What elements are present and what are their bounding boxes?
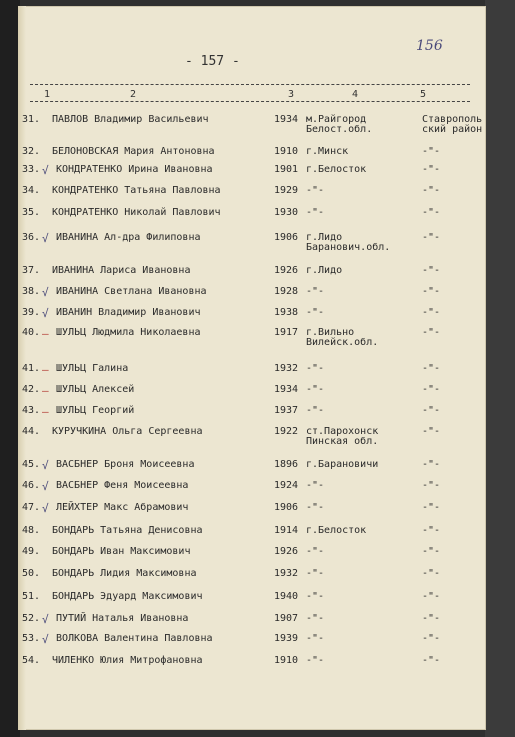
table-row xyxy=(22,459,472,475)
check-mark: √ xyxy=(42,307,49,320)
residence: -"- xyxy=(422,405,441,416)
birth-year: 1932 xyxy=(274,363,299,374)
birth-year: 1926 xyxy=(274,546,299,557)
person-name: ИВАНИНА Светлана Ивановна xyxy=(56,286,207,297)
birth-place: -"- xyxy=(306,307,325,318)
row-number: 50. xyxy=(22,568,41,579)
table-row xyxy=(22,384,472,400)
birth-place: -"- xyxy=(306,655,325,666)
row-number: 51. xyxy=(22,591,41,602)
birth-place: г.Белосток xyxy=(306,164,367,175)
residence: -"- xyxy=(422,384,441,395)
residence: -"- xyxy=(422,633,441,644)
residence: -"- xyxy=(422,363,441,374)
person-name: ИВАНИН Владимир Иванович xyxy=(56,307,201,318)
table-row xyxy=(22,207,472,223)
birth-place: ст.Парохонск xyxy=(306,426,379,437)
table-row xyxy=(22,286,472,302)
birth-year: 1932 xyxy=(274,568,299,579)
check-mark: √ xyxy=(42,502,49,515)
birth-year: 1939 xyxy=(274,633,299,644)
check-mark: — xyxy=(42,363,49,376)
table-row xyxy=(22,525,472,541)
birth-place: г.Вильно xyxy=(306,327,355,338)
birth-place: -"- xyxy=(306,480,325,491)
person-name: ВОЛКОВА Валентина Павловна xyxy=(56,633,213,644)
birth-year: 1937 xyxy=(274,405,299,416)
birth-year: 1930 xyxy=(274,207,299,218)
person-name: ЛЕЙХТЕР Макс Абрамович xyxy=(56,502,189,513)
header-rule-bottom xyxy=(30,101,470,102)
birth-year: 1938 xyxy=(274,307,299,318)
check-mark: √ xyxy=(42,164,49,177)
table-row xyxy=(22,327,472,348)
row-number: 43. xyxy=(22,405,41,416)
check-mark: √ xyxy=(42,232,49,245)
table-row xyxy=(22,265,472,281)
birth-year: 1926 xyxy=(274,265,299,276)
table-row xyxy=(22,591,472,607)
viewer-left-strip xyxy=(0,0,20,737)
row-number: 52. xyxy=(22,613,41,624)
birth-year: 1896 xyxy=(274,459,299,470)
table-row xyxy=(22,405,472,421)
residence: -"- xyxy=(422,502,441,513)
archive-page-number: 156 xyxy=(416,38,443,54)
table-row xyxy=(22,146,472,162)
check-mark: √ xyxy=(42,459,49,472)
residence: -"- xyxy=(422,286,441,297)
residence: -"- xyxy=(422,591,441,602)
check-mark: — xyxy=(42,405,49,418)
birth-place: -"- xyxy=(306,568,325,579)
birth-place: -"- xyxy=(306,591,325,602)
check-mark: √ xyxy=(42,286,49,299)
check-mark: √ xyxy=(42,633,49,646)
viewer-scrollbar[interactable] xyxy=(485,0,515,737)
column-number-5: 5 xyxy=(420,89,427,100)
row-number: 34. xyxy=(22,185,41,196)
person-name: ШУЛЬЦ Георгий xyxy=(56,405,135,416)
table-row xyxy=(22,568,472,584)
residence: -"- xyxy=(422,568,441,579)
row-number: 31. xyxy=(22,114,41,125)
birth-year: 1940 xyxy=(274,591,299,602)
column-number-4: 4 xyxy=(352,89,359,100)
residence: -"- xyxy=(422,546,441,557)
residence-line-2: ский район xyxy=(422,124,483,135)
person-name: ШУЛЬЦ Людмила Николаевна xyxy=(56,327,201,338)
person-name: БОНДАРЬ Эдуард Максимович xyxy=(52,591,203,602)
residence: -"- xyxy=(422,265,441,276)
birth-place: -"- xyxy=(306,502,325,513)
person-name: БОНДАРЬ Татьяна Денисовна xyxy=(52,525,203,536)
row-number: 35. xyxy=(22,207,41,218)
person-name: КОНДРАТЕНКО Татьяна Павловна xyxy=(52,185,221,196)
residence: -"- xyxy=(422,426,441,437)
birth-region: Пинская обл. xyxy=(306,436,379,447)
birth-region: Белост.обл. xyxy=(306,124,373,135)
residence: -"- xyxy=(422,146,441,157)
table-row xyxy=(22,363,472,379)
person-name: ВАСБНЕР Феня Моисеевна xyxy=(56,480,189,491)
check-mark: √ xyxy=(42,613,49,626)
birth-year: 1910 xyxy=(274,146,299,157)
birth-year: 1914 xyxy=(274,525,299,536)
table-row xyxy=(22,164,472,180)
table-row xyxy=(22,613,472,629)
check-mark: — xyxy=(42,327,49,340)
birth-year: 1934 xyxy=(274,114,299,125)
residence: -"- xyxy=(422,613,441,624)
birth-place: -"- xyxy=(306,546,325,557)
row-number: 53. xyxy=(22,633,41,644)
birth-year: 1906 xyxy=(274,232,299,243)
birth-year: 1922 xyxy=(274,426,299,437)
birth-year: 1907 xyxy=(274,613,299,624)
person-name: ПУТИЙ Наталья Ивановна xyxy=(56,613,189,624)
birth-place: г.Лидо xyxy=(306,232,343,243)
row-number: 44. xyxy=(22,426,41,437)
person-name: БЕЛОНОВСКАЯ Мария Антоновна xyxy=(52,146,215,157)
check-mark: √ xyxy=(42,480,49,493)
birth-year: 1906 xyxy=(274,502,299,513)
birth-year: 1924 xyxy=(274,480,299,491)
birth-year: 1917 xyxy=(274,327,299,338)
page-number: - 157 - xyxy=(185,54,240,69)
birth-place: -"- xyxy=(306,207,325,218)
person-name: ШУЛЬЦ Галина xyxy=(56,363,129,374)
row-number: 37. xyxy=(22,265,41,276)
birth-place: г.Минск xyxy=(306,146,349,157)
row-number: 47. xyxy=(22,502,41,513)
person-name: ШУЛЬЦ Алексей xyxy=(56,384,135,395)
check-mark: — xyxy=(42,384,49,397)
table-row xyxy=(22,114,483,135)
birth-place: -"- xyxy=(306,384,325,395)
table-row xyxy=(22,502,472,518)
residence: -"- xyxy=(422,525,441,536)
table-row xyxy=(22,480,472,496)
birth-place: -"- xyxy=(306,185,325,196)
birth-year: 1929 xyxy=(274,185,299,196)
table-row xyxy=(22,426,472,447)
birth-place: г.Белосток xyxy=(306,525,367,536)
column-number-3: 3 xyxy=(288,89,295,100)
residence: -"- xyxy=(422,164,441,175)
residence: -"- xyxy=(422,207,441,218)
residence: -"- xyxy=(422,307,441,318)
table-row xyxy=(22,633,472,649)
table-row xyxy=(22,655,472,671)
birth-place: -"- xyxy=(306,613,325,624)
header-rule-top xyxy=(30,84,470,85)
table-row xyxy=(22,185,472,201)
birth-region: Баранович.обл. xyxy=(306,242,391,253)
residence: -"- xyxy=(422,185,441,196)
birth-year: 1934 xyxy=(274,384,299,395)
birth-place: г.Лидо xyxy=(306,265,343,276)
person-name: КОНДРАТЕНКО Ирина Ивановна xyxy=(56,164,213,175)
column-number-2: 2 xyxy=(130,89,137,100)
person-name: КУРУЧКИНА Ольга Сергеевна xyxy=(52,426,203,437)
row-number: 54. xyxy=(22,655,41,666)
person-name: БОНДАРЬ Иван Максимович xyxy=(52,546,191,557)
row-number: 33. xyxy=(22,164,41,175)
residence: -"- xyxy=(422,459,441,470)
birth-year: 1901 xyxy=(274,164,299,175)
row-number: 42. xyxy=(22,384,41,395)
birth-region: Вилейск.обл. xyxy=(306,337,379,348)
row-number: 46. xyxy=(22,480,41,491)
residence: -"- xyxy=(422,655,441,666)
person-name: КОНДРАТЕНКО Николай Павлович xyxy=(52,207,221,218)
birth-place: -"- xyxy=(306,286,325,297)
birth-year: 1910 xyxy=(274,655,299,666)
birth-place: г.Барановичи xyxy=(306,459,379,470)
person-name: ИВАНИНА Лариса Ивановна xyxy=(52,265,191,276)
birth-place: -"- xyxy=(306,633,325,644)
row-number: 32. xyxy=(22,146,41,157)
table-row xyxy=(22,307,472,323)
row-number: 41. xyxy=(22,363,41,374)
table-row xyxy=(22,546,472,562)
birth-place: -"- xyxy=(306,405,325,416)
row-number: 40. xyxy=(22,327,41,338)
row-number: 39. xyxy=(22,307,41,318)
row-number: 49. xyxy=(22,546,41,557)
person-name: ПАВЛОВ Владимир Васильевич xyxy=(52,114,209,125)
row-number: 38. xyxy=(22,286,41,297)
row-number: 36. xyxy=(22,232,41,243)
residence: -"- xyxy=(422,327,441,338)
residence: Ставрополь xyxy=(422,114,483,125)
residence: -"- xyxy=(422,232,441,243)
person-name: ВАСБНЕР Броня Моисеевна xyxy=(56,459,195,470)
row-number: 48. xyxy=(22,525,41,536)
person-name: БОНДАРЬ Лидия Максимовна xyxy=(52,568,197,579)
person-name: ЧИЛЕНКО Юлия Митрофановна xyxy=(52,655,203,666)
column-number-1: 1 xyxy=(44,89,51,100)
person-name: ИВАНИНА Ал-дра Филиповна xyxy=(56,232,201,243)
table-row xyxy=(22,232,472,253)
birth-place: м.Райгород xyxy=(306,114,367,125)
birth-year: 1928 xyxy=(274,286,299,297)
residence: -"- xyxy=(422,480,441,491)
birth-place: -"- xyxy=(306,363,325,374)
row-number: 45. xyxy=(22,459,41,470)
